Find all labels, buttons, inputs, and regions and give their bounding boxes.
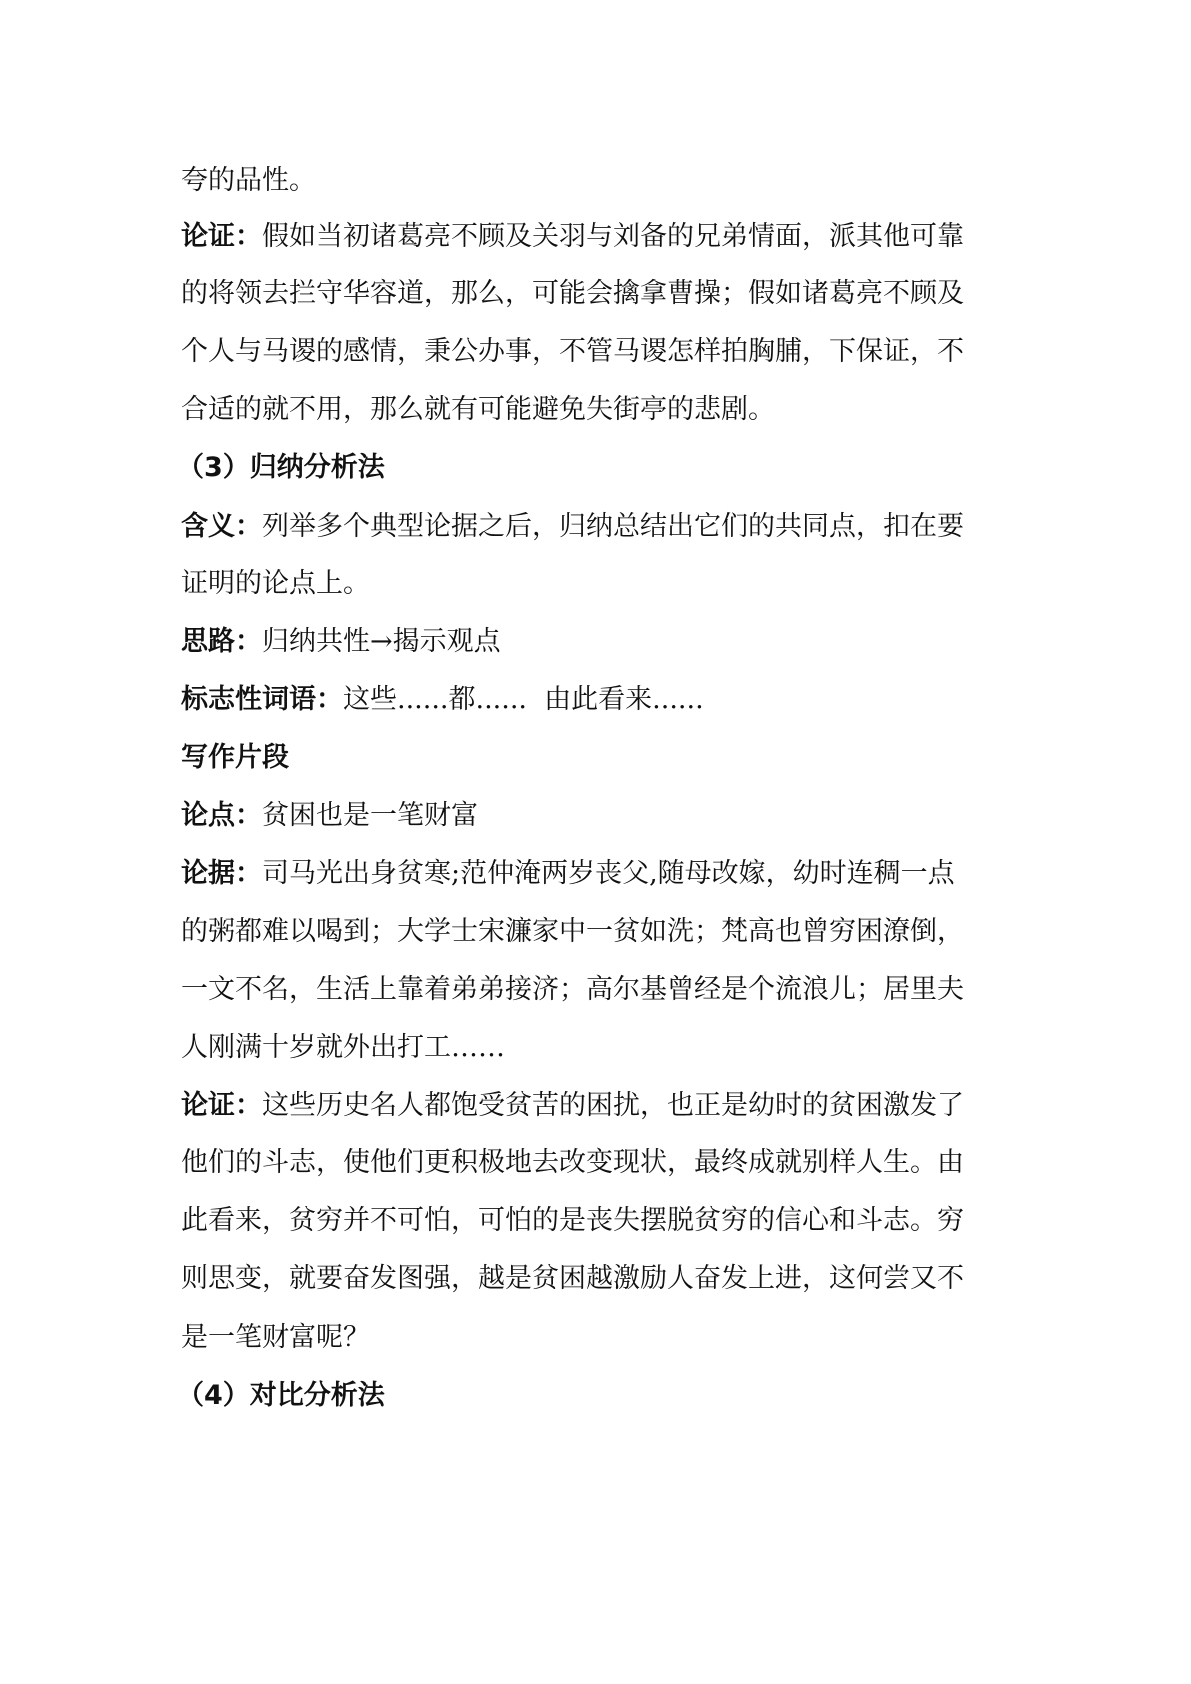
thesis-label: 论点： [181,800,262,831]
paragraph-line: 一文不名，生活上靠着弟弟接济；高尔基曾经是个流浪儿；居里夫 [181,974,964,1005]
paragraph-line [181,798,478,834]
markers-label: 标志性词语： [181,684,343,715]
evidence-text: 司马光出身贫寒;范仲淹两岁丧父,随母改嫁，幼时连稠一点 [262,858,955,889]
markers-text: 这些......都...... 由此看来...... [343,684,704,715]
paragraph-line [181,856,955,892]
paragraph-line [181,624,501,660]
paragraph-line [181,1088,964,1124]
paragraph-line: 此看来，贫穷并不可怕，可怕的是丧失摆脱贫穷的信心和斗志。穷 [181,1205,964,1236]
paragraph-line: 他们的斗志，使他们更积极地去改变现状，最终成就别样人生。由 [181,1147,964,1178]
paragraph-line: 则思变，就要奋发图强，越是贫困越激励人奋发上进，这何尝又不 [181,1263,964,1294]
paragraph-line: 人刚满十岁就外出打工…… [181,1032,505,1063]
paragraph-line: 的将领去拦守华容道，那么，可能会擒拿曹操；假如诸葛亮不顾及 [181,278,964,309]
paragraph-line: 夸的品性。 [181,165,316,196]
argument-label-2: 论证： [181,1090,262,1121]
argument-text: 假如当初诸葛亮不顾及关羽与刘备的兄弟情面，派其他可靠 [262,221,964,252]
paragraph-line [181,509,964,545]
approach-label: 思路： [181,626,262,657]
approach-text: 归纳共性→揭示观点 [262,626,501,657]
paragraph-line: 个人与马谡的感情，秉公办事，不管马谡怎样拍胸脯，下保证，不 [181,336,964,367]
paragraph-line [181,219,964,255]
writing-heading: 写作片段 [181,742,289,773]
paragraph-line [181,682,704,718]
thesis-text: 贫困也是一笔财富 [262,800,478,831]
section-heading-3: （3）归纳分析法 [177,452,385,483]
evidence-label: 论据： [181,858,262,889]
meaning-label: 含义： [181,511,262,542]
section-heading-4: （4）对比分析法 [177,1380,385,1411]
paragraph-line: 是一笔财富呢？ [181,1322,370,1353]
meaning-text: 列举多个典型论据之后，归纳总结出它们的共同点，扣在要 [262,511,964,542]
paragraph-line: 的粥都难以喝到；大学士宋濂家中一贫如洗；梵高也曾穷困潦倒， [181,916,964,947]
paragraph-line: 合适的就不用，那么就有可能避免失街亭的悲剧。 [181,394,775,425]
argument-text-2: 这些历史名人都饱受贫苦的困扰，也正是幼时的贫困激发了 [262,1090,964,1121]
argument-label: 论证： [181,221,262,252]
paragraph-line: 证明的论点上。 [181,568,370,599]
